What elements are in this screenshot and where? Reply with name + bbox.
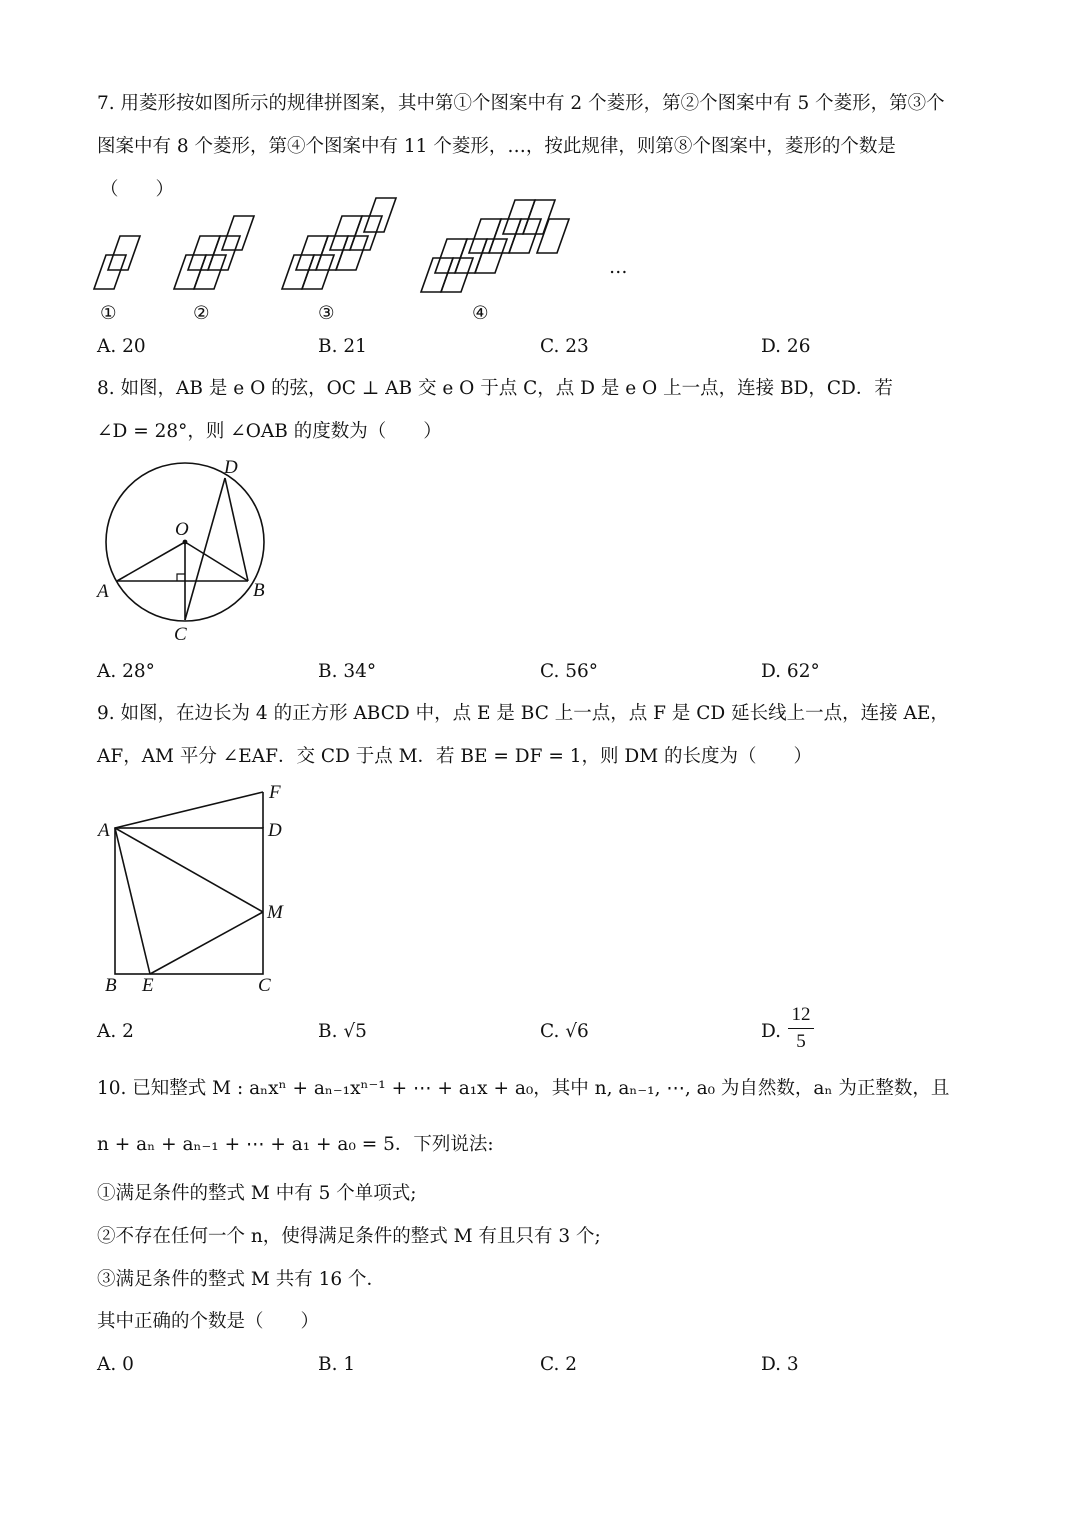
q9-option-b[interactable]: B. √5 [318,1021,367,1042]
q7-figure-label-2: ② [193,303,210,324]
q9-option-c[interactable]: C. √6 [540,1021,589,1042]
rhombus-fig4-10 [537,219,569,253]
q7-option-a[interactable]: A. 20 [97,336,146,357]
rhombus-fig4-3 [455,239,487,273]
rhombus-fig3-6 [350,216,382,250]
q7-option-b[interactable]: B. 21 [318,336,367,357]
q7-option-d[interactable]: D. 26 [761,336,811,357]
point-label-c: C [174,624,187,645]
q8-option-c[interactable]: C. 56° [540,661,599,682]
rhombus-fig4-4 [475,239,507,273]
q8-text-line2: ∠D = 28°，则 ∠OAB 的度数为（ ） [97,421,442,442]
q7-figure-label-3: ③ [318,303,335,324]
q10-option-d[interactable]: D. 3 [761,1354,799,1375]
q7-option-c[interactable]: C. 23 [540,336,589,357]
rhombus-fig1-0 [94,255,126,289]
q10-statement-1: ①满足条件的整式 M 中有 5 个单项式; [97,1183,417,1204]
point-label-d: D [224,457,238,478]
q8-option-a[interactable]: A. 28° [97,661,155,682]
rhombus-fig4-0 [421,258,453,292]
rhombus-fig2-1 [194,255,226,289]
point-label-a: A [98,820,110,841]
point-label-b: B [253,580,265,601]
rhombus-fig3-4 [336,236,368,270]
fraction-denominator: 5 [796,1031,806,1052]
point-label-m: M [267,902,283,923]
q10-option-a[interactable]: A. 0 [97,1354,134,1375]
q8-option-d[interactable]: D. 62° [761,661,820,682]
q10-option-b[interactable]: B. 1 [318,1354,356,1375]
rhombus-fig3-5 [330,216,362,250]
rhombus-fig4-5 [469,219,501,253]
rhombus-fig2-0 [174,255,206,289]
q10-text-line2: n + aₙ + aₙ₋₁ + ⋯ + a₁ + a₀ = 5．下列说法: [97,1134,494,1155]
point-label-b: B [105,975,117,996]
point-label-d: D [268,820,282,841]
rhombus-fig4-8 [503,200,535,234]
q10-statement-3: ③满足条件的整式 M 共有 16 个． [97,1269,386,1290]
rhombus-fig4-6 [489,219,521,253]
rhombus-fig2-3 [208,236,240,270]
q10-statement-2: ②不存在任何一个 n，使得满足条件的整式 M 有且只有 3 个; [97,1226,601,1247]
q9-text-line2: AF，AM 平分 ∠EAF．交 CD 于点 M．若 BE = DF = 1，则 DM 的长度为（ ） [97,746,813,767]
q7-text-line1: 7. 用菱形按如图所示的规律拼图案，其中第①个图案中有 2 个菱形，第②个图案中有 5 个菱形，第③个 [97,93,945,114]
circle-chord-figure [90,455,330,655]
rhombus-fig3-0 [282,255,314,289]
q9-option-a[interactable]: A. 2 [97,1021,134,1042]
square-figure [95,778,335,998]
q10-text-line1: 10. 已知整式 M : aₙxⁿ + aₙ₋₁xⁿ⁻¹ + ⋯ + a₁x + a₀，其中 n, aₙ₋₁, ⋯, a₀ 为自然数，aₙ 为正整数，且 [97,1078,950,1099]
rhombus-fig4-7 [509,219,541,253]
fraction-numerator: 12 [791,1004,811,1025]
q7-text-line2: 图案中有 8 个菱形，第④个图案中有 11 个菱形，…，按此规律，则第⑧个图案中，菱形的个数是 [97,136,896,157]
rhombus-fig4-2 [435,239,467,273]
rhombus-fig3-3 [316,236,348,270]
rhombus-fig2-4 [222,216,254,250]
point-label-e: E [142,975,154,996]
q9-option-d[interactable]: D. [761,1021,782,1042]
q10-prompt: 其中正确的个数是（ ） [97,1311,320,1332]
q9-text-line1: 9. 如图，在边长为 4 的正方形 ABCD 中，点 E 是 BC 上一点，点 F 是 CD 延长线上一点，连接 AE， [97,703,949,724]
point-label-c: C [258,975,271,996]
q7-ellipsis: … [609,257,628,278]
q7-answer-blank: （ ） [100,179,175,200]
q9-option-d-fraction [786,1004,816,1053]
point-label-a: A [97,581,109,602]
fraction-bar [788,1028,814,1029]
rhombus-fig1-1 [108,236,140,270]
rhombus-fig4-9 [523,200,555,234]
rhombus-pattern-figure [0,0,1080,330]
rhombus-fig2-2 [188,236,220,270]
q8-option-b[interactable]: B. 34° [318,661,377,682]
point-label-o: O [175,519,189,540]
rhombus-fig3-7 [364,198,396,232]
q8-text-line1: 8. 如图，AB 是 e O 的弦，OC ⊥ AB 交 e O 于点 C，点 D 是 e O 上一点，连接 BD，CD．若 [97,378,893,399]
q10-option-c[interactable]: C. 2 [540,1354,578,1375]
rhombus-fig4-1 [441,258,473,292]
q7-figure-label-1: ① [100,303,117,324]
q7-figure-label-4: ④ [472,303,489,324]
rhombus-fig3-1 [302,255,334,289]
point-label-f: F [269,782,281,803]
rhombus-fig3-2 [296,236,328,270]
